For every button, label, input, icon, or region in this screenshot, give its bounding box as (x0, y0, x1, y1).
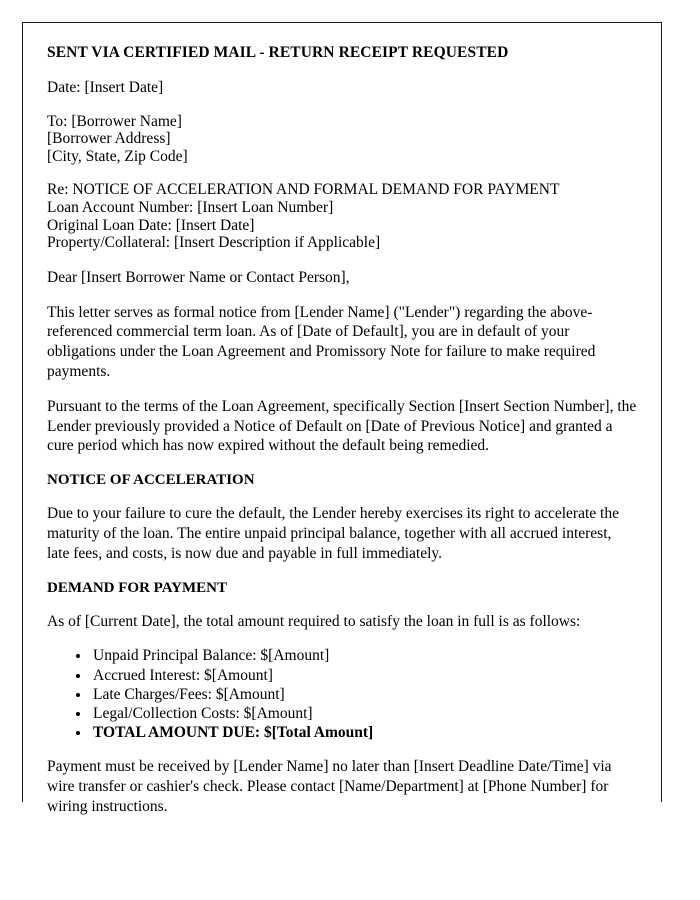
list-item: • Legal/Collection Costs: $[Amount] (91, 704, 637, 723)
list-item-total-amount-due: • TOTAL AMOUNT DUE: $[Total Amount] (91, 723, 637, 742)
reference-subject-line: Re: NOTICE OF ACCELERATION AND FORMAL DEMAND FOR PAYMENT (47, 181, 560, 199)
document-body (47, 43, 637, 832)
list-item: • Late Charges/Fees: $[Amount] (91, 685, 637, 704)
amount-breakdown-list (47, 646, 637, 742)
recipient-name-line: To: [Borrower Name] (47, 112, 182, 130)
loan-account-number-line: Loan Account Number: [Insert Loan Number] (47, 198, 334, 216)
recipient-address-block (47, 113, 637, 166)
paragraph-prior-notice: Pursuant to the terms of the Loan Agreement, specifically Section [Insert Section Number], the Lender previously provided a Notice of Default on [Date of Previous Notice] and granted a cure period which has now expired without the default being remedied. (47, 397, 637, 455)
date-line: Date: [Insert Date] (47, 79, 164, 96)
paragraph-notice-of-default: This letter serves as formal notice from [Lender Name] ("Lender") regarding the above-referenced commercial term loan. As of [Date of Default], you are in default of your obligations under the Loan Agreement and Promissory Note for failure to make required payments. (47, 303, 596, 380)
reference-block (47, 181, 637, 251)
date-block (47, 79, 637, 97)
document-page-frame (22, 22, 662, 815)
recipient-address-line: [Borrower Address] (47, 130, 171, 148)
paragraph-acceleration: Due to your failure to cure the default, the Lender hereby exercises its right to accelerate the maturity of the loan. The entire unpaid principal balance, together with all accrued interest, late fees, and costs, is now due and payable in full immediately. (47, 505, 619, 562)
property-collateral-line: Property/Collateral: [Insert Description if Applicable] (47, 234, 381, 252)
original-loan-date-line: Original Loan Date: [Insert Date] (47, 216, 255, 234)
document-title: SENT VIA CERTIFIED MAIL - RETURN RECEIPT REQUESTED (47, 44, 509, 61)
heading-notice-of-acceleration: NOTICE OF ACCELERATION (47, 472, 255, 489)
recipient-city-state-zip-line: [City, State, Zip Code] (47, 147, 188, 165)
paragraph-total-due-intro: As of [Current Date], the total amount required to satisfy the loan in full is as follows: (47, 612, 581, 630)
heading-demand-for-payment: DEMAND FOR PAYMENT (47, 579, 227, 596)
paragraph-payment-instructions: Payment must be received by [Lender Name] no later than [Insert Deadline Date/Time] via wire transfer or cashier's check. Please contact [Name/Department] at [Phone Number] for wiring instructions. (47, 758, 612, 815)
salutation: Dear [Insert Borrower Name or Contact Person], (47, 268, 350, 286)
list-item: • Accrued Interest: $[Amount] (91, 666, 637, 685)
list-item: • Unpaid Principal Balance: $[Amount] (91, 646, 637, 665)
